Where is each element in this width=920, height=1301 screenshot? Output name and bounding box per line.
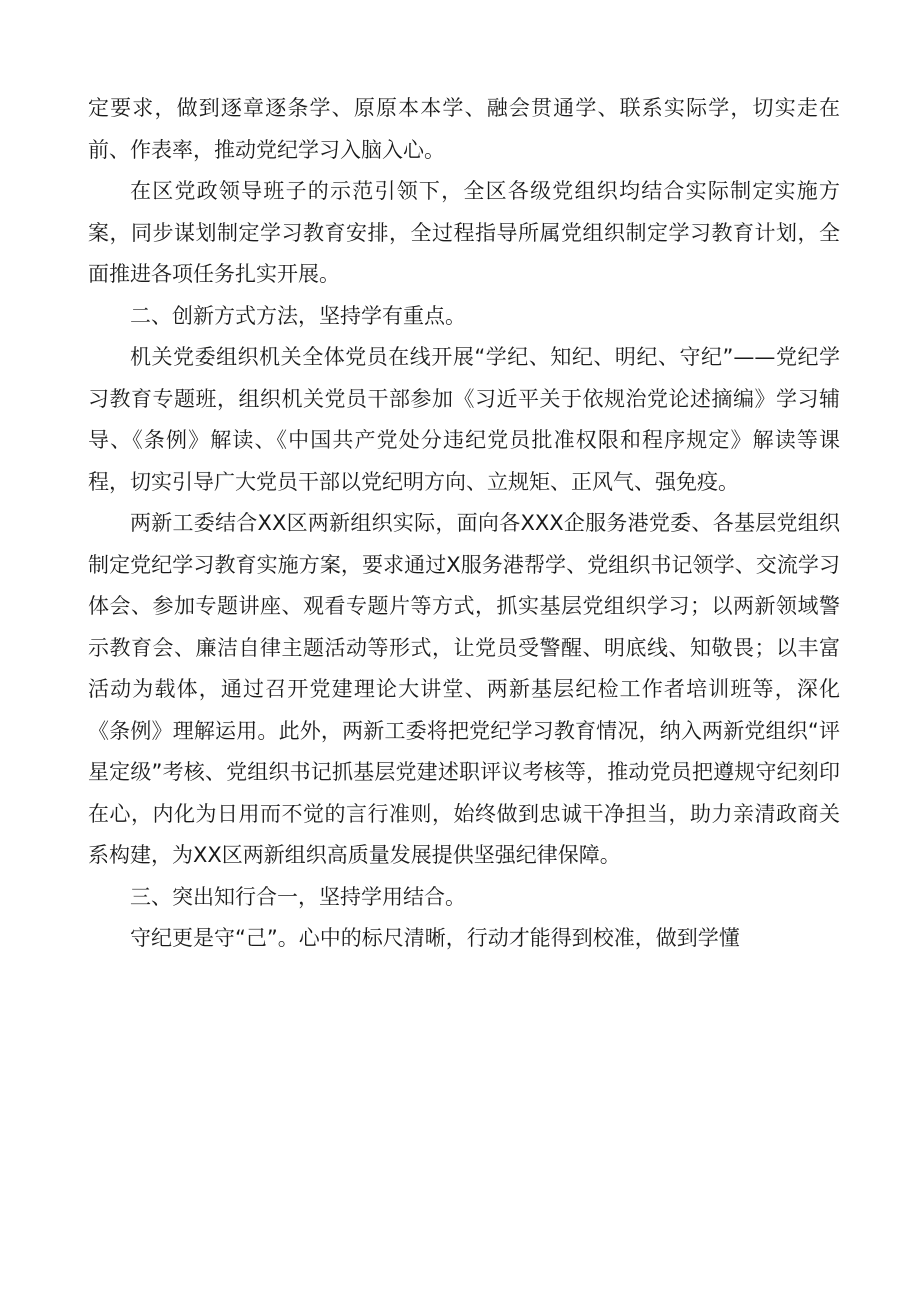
paragraph-continuation: 定要求，做到逐章逐条学、原原本本学、融会贯通学、联系实际学，切实走在前、作表率，推动党纪学习入脑入心。 xyxy=(88,96,840,162)
section-heading: 三、突出知行合一，坚持学用结合。 xyxy=(130,884,466,909)
paragraph-body: 两新工委结合XX区两新组织实际，面向各XXX企服务港党委、各基层党组织制定党纪学习教育实施方案，要求通过X服务港帮学、党组织书记领学、交流学习体会、参加专题讲座、观看专题片等方式，抓实基层党组织学习；以两新领域警示教育会、廉洁自律主题活动等形式，让党员受警醒、明底线、知敬畏；以丰富活动为载体，通过召开党建理论大讲堂、两新基层纪检工作者培训班等，深化《条例》理解运用。此外，两新工委将把党纪学习教育情况，纳入两新党组织“评星定级”考核、党组织书记抓基层党建述职评议考核等，推动党员把遵规守纪刻印在心，内化为日用而不觉的言行准则，始终做到忠诚干净担当，助力亲清政商关系构建，为XX区两新组织高质量发展提供坚强纪律保障。 xyxy=(88,511,840,867)
document-body xyxy=(88,88,840,960)
section-heading: 二、创新方式方法，坚持学有重点。 xyxy=(130,303,466,328)
paragraph-body: 机关党委组织机关全体党员在线开展“学纪、知纪、明纪、守纪”——党纪学习教育专题班，组织机关党员干部参加《习近平关于依规治党论述摘编》学习辅导、《条例》解读、《中国共产党处分违纪党员批准权限和程序规定》解读等课程，切实引导广大党员干部以党纪明方向、立规矩、正风气、强免疫。 xyxy=(88,345,840,494)
paragraph-body: 在区党政领导班子的示范引领下，全区各级党组织均结合实际制定实施方案，同步谋划制定学习教育安排，全过程指导所属党组织制定学习教育计划，全面推进各项任务扎实开展。 xyxy=(88,179,840,286)
paragraph-body: 守纪更是守“己”。心中的标尺清晰，行动才能得到校准，做到学懂 xyxy=(130,926,740,950)
